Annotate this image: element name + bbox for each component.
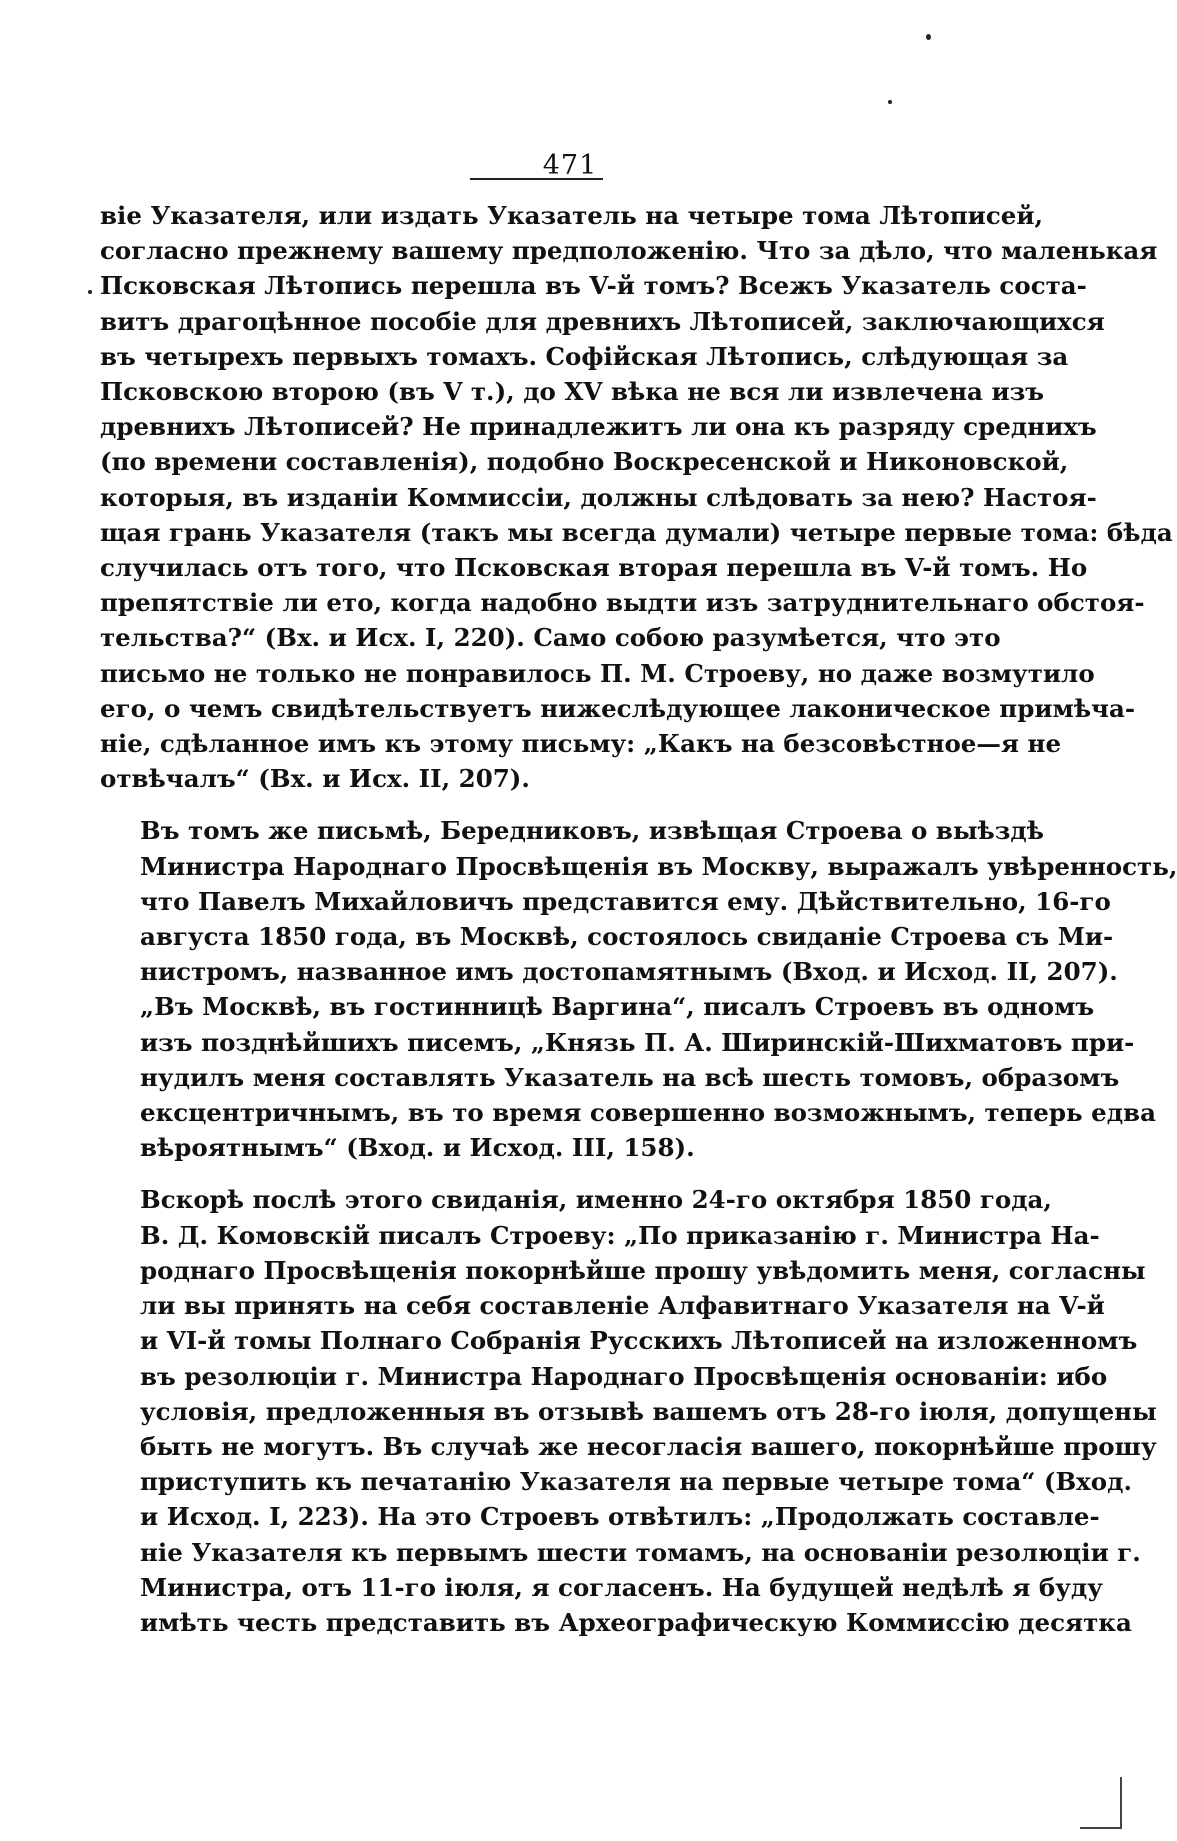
text-line: Вскорѣ послѣ этого свиданія, именно 24-го октября 1850 года, xyxy=(140,1185,1052,1215)
text-line: августа 1850 года, въ Москвѣ, состоялось свиданіе Строева съ Ми- xyxy=(140,922,1114,952)
text-line: Министра, отъ 11-го іюля, я согласенъ. На будущей недѣлѣ я буду xyxy=(140,1572,1103,1602)
text-line: что Павелъ Михайловичъ представится ему. Дѣйствительно, 16-го xyxy=(140,886,1111,916)
paragraph-2 xyxy=(100,813,1177,1165)
text-line: препятствіе ли ето, когда надобно выдти изъ затруднительнаго обстоя- xyxy=(100,588,1145,618)
text-line: нудилъ меня составлять Указатель на всѣ шесть томовъ, образомъ xyxy=(140,1062,1120,1092)
text-line: условія, предложенныя въ отзывѣ вашемъ отъ 28-го іюля, допущены xyxy=(140,1396,1157,1426)
text-line: ексцентричнымъ, въ то время совершенно возможнымъ, теперь едва xyxy=(140,1098,1156,1128)
text-line: ніе Указателя къ первымъ шести томамъ, на основаніи резолюціи г. xyxy=(140,1537,1141,1567)
text-line: нистромъ, названное имъ достопамятнымъ (Вход. и Исход. II, 207). xyxy=(140,957,1118,987)
text-line: и VI-й томы Полнаго Собранія Русскихъ Лѣтописей на изложенномъ xyxy=(140,1326,1138,1356)
text-line: отвѣчалъ“ (Вх. и Исх. II, 207). xyxy=(100,764,530,794)
text-line: Министра Народнаго Просвѣщенія въ Москву, выражалъ увѣренность, xyxy=(140,851,1177,881)
text-line: и Исход. I, 223). На это Строевъ отвѣтилъ: „Продолжать составле- xyxy=(140,1502,1100,1532)
text-line: изъ позднѣйшихъ писемъ, „Князь П. А. Ширинскій-Шихматовъ при- xyxy=(140,1027,1135,1057)
text-line: витъ драгоцѣнное пособіе для древнихъ Лѣтописей, заключающихся xyxy=(100,306,1105,336)
text-line: Псковская Лѣтопись перешла въ V-й томъ? Всежъ Указатель соста- xyxy=(100,271,1087,301)
text-line: віе Указателя, или издать Указатель на четыре тома Лѣтописей, xyxy=(100,201,1044,230)
text-line: древнихъ Лѣтописей? Не принадлежитъ ли она къ разряду среднихъ xyxy=(100,412,1097,442)
text-line: въ четырехъ первыхъ томахъ. Софійская Лѣтопись, слѣдующая за xyxy=(100,341,1069,371)
page-number-rule xyxy=(470,178,603,180)
text-line: приступить къ печатанію Указателя на первые четыре тома“ (Вход. xyxy=(140,1467,1132,1497)
paragraph-1 xyxy=(100,198,1173,796)
text-line: которыя, въ изданіи Коммиссіи, должны слѣдовать за нею? Настоя- xyxy=(100,482,1097,512)
text-line: щая грань Указателя (такъ мы всегда думали) четыре первые тома: бѣда xyxy=(100,517,1173,547)
text-line: ніе, сдѣланное имъ къ этому письму: „Какъ на безсовѣстное—я не xyxy=(100,729,1062,759)
scan-speck-right xyxy=(888,100,892,104)
scan-speck-top xyxy=(926,34,931,40)
text-line: „Въ Москвѣ, въ гостинницѣ Варгина“, писалъ Строевъ въ одномъ xyxy=(140,992,1095,1022)
scan-corner-mark xyxy=(1080,1777,1122,1829)
text-line: тельства?“ (Вх. и Исх. I, 220). Само собою разумѣется, что это xyxy=(100,623,1001,653)
text-line: его, о чемъ свидѣтельствуетъ нижеслѣдующее лаконическое примѣча- xyxy=(100,693,1136,723)
text-line: согласно прежнему вашему предположенію. Что за дѣло, что маленькая xyxy=(100,236,1158,266)
text-line: Псковскою второю (въ V т.), до XV вѣка не вся ли извлечена изъ xyxy=(100,377,1045,407)
text-line: въ резолюціи г. Министра Народнаго Просвѣщенія основаніи: ибо xyxy=(140,1361,1108,1391)
text-line: имѣть честь представить въ Археографическую Коммиссію десятка xyxy=(140,1607,1132,1637)
text-line: письмо не только не понравилось П. М. Строеву, но даже возмутило xyxy=(100,658,1095,688)
scan-speck-left xyxy=(88,290,92,294)
text-line: вѣроятнымъ“ (Вход. и Исход. III, 158). xyxy=(140,1133,695,1163)
text-line: Въ томъ же письмѣ, Бередниковъ, извѣщая Строева о выѣздѣ xyxy=(140,816,1044,846)
text-line: случилась отъ того, что Псковская вторая перешла въ V-й томъ. Но xyxy=(100,553,1088,583)
text-line: ли вы принять на себя составленіе Алфавитнаго Указателя на V-й xyxy=(140,1291,1105,1321)
text-line: роднаго Просвѣщенія покорнѣйше прошу увѣдомить меня, согласны xyxy=(140,1255,1146,1285)
page-number: 471 xyxy=(542,150,598,181)
text-line: (по времени составленія), подобно Воскресенской и Никоновской, xyxy=(100,447,1069,477)
text-column xyxy=(100,198,1177,1640)
text-line: В. Д. Комовскій писалъ Строеву: „По приказанію г. Министра На- xyxy=(140,1220,1100,1250)
text-line: быть не могутъ. Въ случаѣ же несогласія вашего, покорнѣйше прошу xyxy=(140,1431,1157,1461)
paragraph-3 xyxy=(100,1182,1157,1640)
